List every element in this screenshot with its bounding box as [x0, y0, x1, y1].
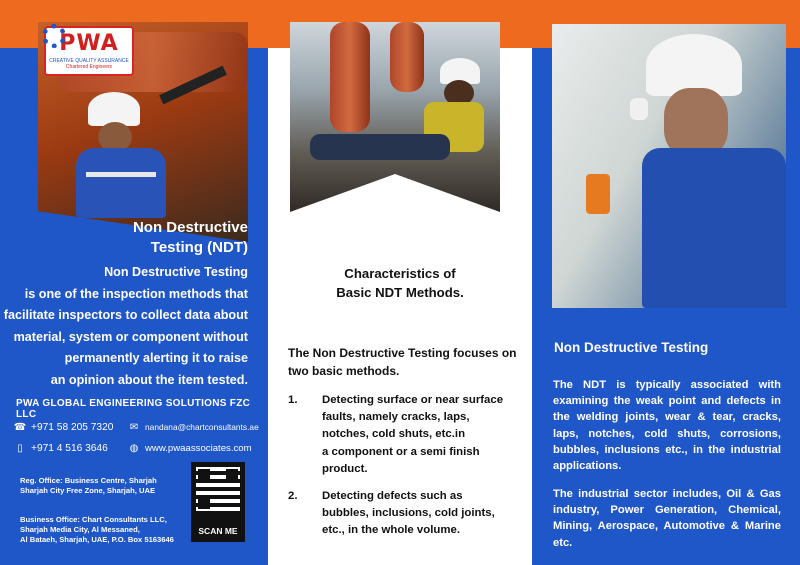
logo-subtitle: Chartered Engineers [65, 64, 113, 70]
scan-me-label: SCAN ME [198, 526, 238, 536]
method-text [322, 488, 495, 540]
business-office-line: Al Bataeh, Sharjah, UAE, P.O. Box 5163646 [20, 535, 174, 544]
ndt-line: Non Destructive Testing [104, 265, 248, 279]
mobile-number[interactable]: +971 4 516 3646 [31, 442, 108, 454]
pipe-shape [330, 22, 370, 132]
ndt-title [0, 218, 248, 258]
company-name: PWA GLOBAL ENGINEERING SOLUTIONS FZC LLC [16, 398, 251, 420]
ndt-paragraph-2: The industrial sector includes, Oil & Gas industry, Power Generation, Chemical, Mining, Aerospace, Automotive & Marine etc. [553, 488, 781, 549]
characteristics-title-line2: Basic NDT Methods. [336, 285, 464, 300]
registered-office [20, 476, 157, 496]
characteristics-title [268, 264, 532, 302]
business-office-line: Sharjah Media City, Al Messaned, [20, 525, 140, 534]
method-line: product. [322, 462, 368, 475]
hard-hat-shape [646, 34, 742, 96]
business-office-line: Business Office: Chart Consultants LLC, [20, 515, 167, 524]
method-line: a component or a semi finish [322, 445, 480, 458]
website-contact[interactable] [128, 442, 252, 454]
inspector-photo-middle [290, 22, 500, 212]
pwa-logo [44, 26, 134, 76]
coverall-shape [76, 148, 166, 218]
ndt-section-title: Non Destructive Testing [554, 340, 709, 355]
qr-code-box[interactable] [191, 462, 245, 542]
ndt-line: facilitate inspectors to collect data about [3, 308, 248, 322]
right-panel [532, 0, 800, 565]
business-office [20, 515, 174, 545]
pipe-shape [390, 22, 424, 92]
method-line: bubbles, inclusions, cold joints, [322, 507, 495, 520]
ndt-paragraph-1: The NDT is typically associated with examining the weak point and defects in the welding joints, wear & tear, cracks, laps, notches, cold shuts, corrosions, bubbles, inclusions etc., in the industrial applications. [553, 379, 781, 473]
ndt-line: material, system or component without [13, 329, 248, 344]
method-number: 1. [288, 394, 298, 406]
trousers-shape [310, 134, 450, 160]
characteristics-intro [288, 344, 520, 380]
method-line: faults, namely cracks, laps, [322, 411, 470, 424]
multimeter-shape [586, 174, 610, 214]
email-icon: ✉ [129, 421, 139, 433]
email-contact[interactable] [128, 421, 259, 433]
mobile-contact[interactable] [14, 442, 108, 454]
glove-shape [630, 98, 648, 120]
reg-office-line: Reg. Office: Business Centre, Sharjah [20, 476, 157, 485]
phone-icon: ☎ [13, 421, 27, 433]
method-line: Detecting surface or near surface [322, 394, 504, 406]
gear-icon [42, 24, 66, 48]
ndt-title-line1: Non Destructive [132, 219, 248, 236]
method-item [288, 488, 524, 540]
intro-line: two basic methods. [288, 364, 400, 378]
method-line: Detecting defects such as [322, 490, 463, 502]
method-number: 2. [288, 490, 298, 502]
reg-office-line: Sharjah City Free Zone, Sharjah, UAE [20, 486, 156, 495]
hard-hat-shape [88, 92, 140, 126]
website-link[interactable]: www.pwaassociates.com [145, 442, 252, 454]
logo-tagline: CREATIVE QUALITY ASSURANCE [49, 58, 129, 64]
method-line: notches, cold shuts, etc.in [322, 428, 466, 441]
phone-number[interactable]: +971 58 205 7320 [31, 421, 114, 433]
method-item [288, 392, 524, 478]
ndt-line: an opinion about the item tested. [50, 372, 248, 387]
method-line: etc., in the whole volume. [322, 524, 460, 537]
characteristics-title-line1: Characteristics of [344, 266, 456, 281]
mobile-icon: ▯ [17, 442, 23, 454]
ndt-description [0, 262, 248, 391]
ndt-line: is one of the inspection methods that [24, 286, 248, 301]
middle-panel [268, 0, 532, 565]
ndt-title-line2: Testing (NDT) [150, 239, 248, 256]
left-panel [0, 0, 268, 565]
globe-icon: ◍ [129, 442, 139, 454]
phone-contact[interactable] [14, 421, 113, 433]
reflective-stripe [86, 172, 156, 177]
intro-line: The Non Destructive Testing focuses on [288, 346, 517, 360]
method-text [322, 392, 503, 478]
email-address[interactable]: nandana@chartconsultants.ae [145, 422, 259, 432]
logo-text: PWA [59, 31, 119, 56]
qr-code[interactable] [196, 467, 240, 511]
inspector-photo-right [552, 24, 786, 308]
coverall-shape [642, 148, 786, 308]
ndt-line: permanently alerting it to raise [64, 351, 248, 365]
